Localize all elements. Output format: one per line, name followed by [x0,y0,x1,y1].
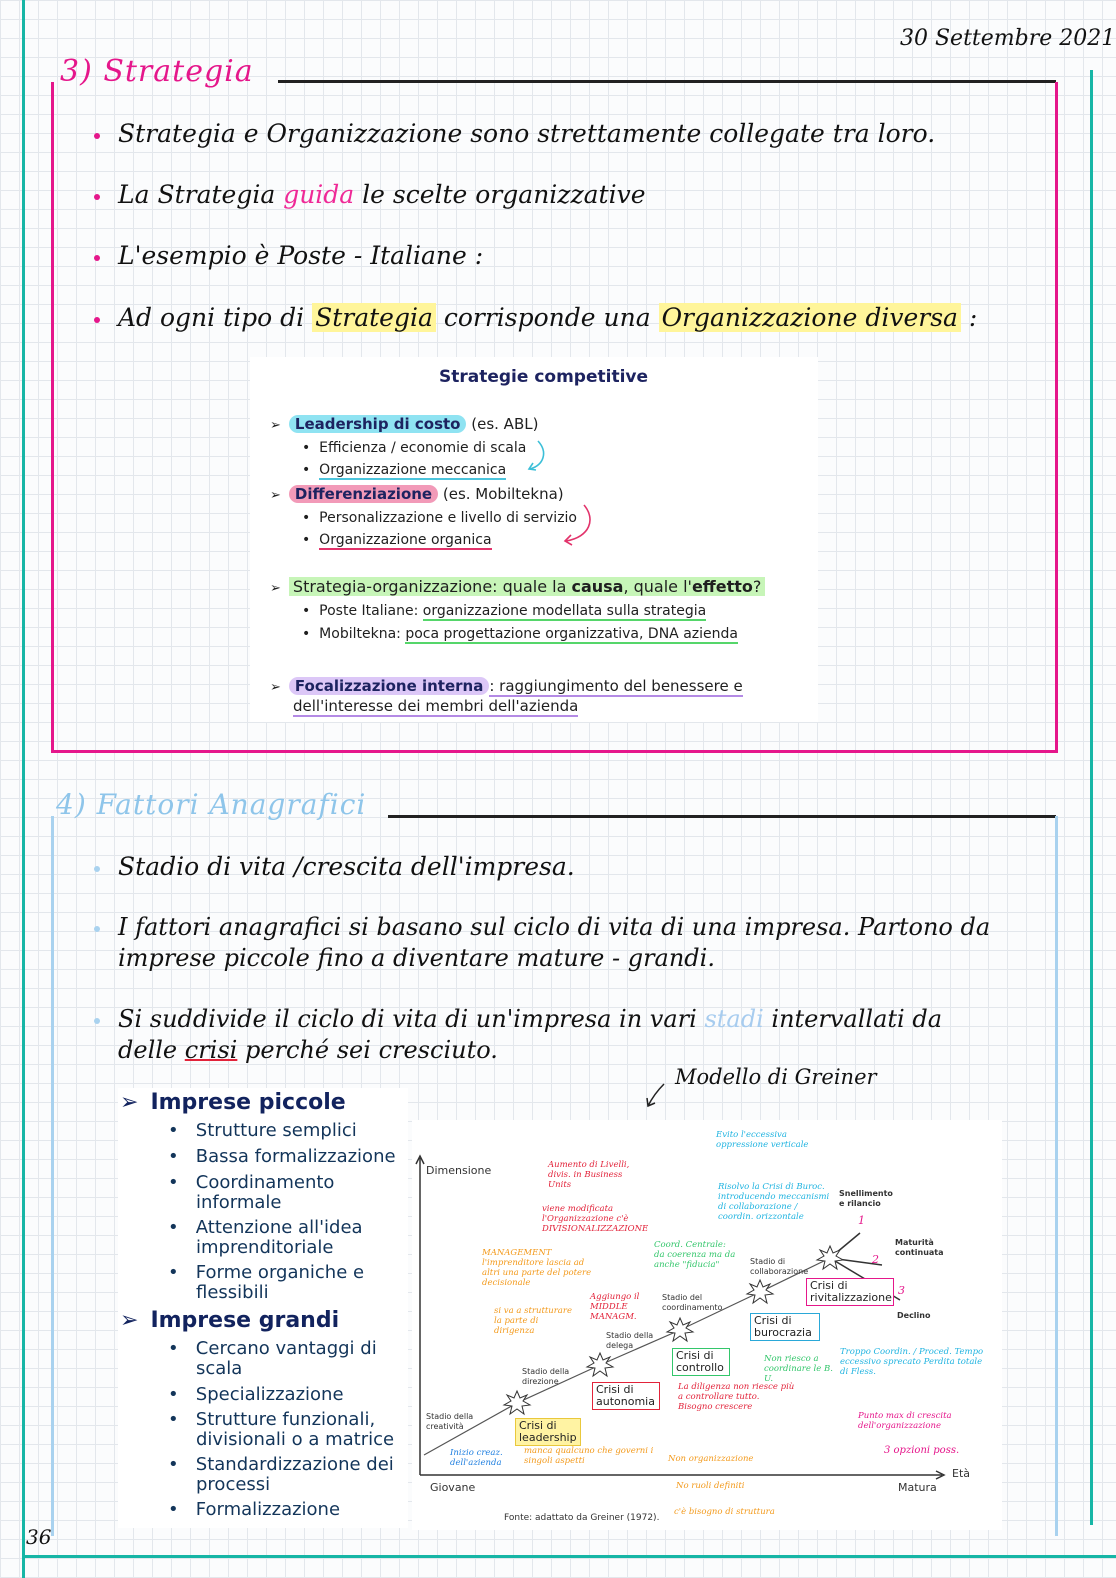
note-troppo: Troppo Coordin. / Proced. Tempo eccessivo sprecato Perdita totale di Fless. [840,1347,984,1377]
list-item: • Coordinamento [168,1172,335,1193]
note-non-riesco: Non riesco a coordinare le B. U. [764,1354,833,1384]
crisis-controllo: Crisi di controllo [672,1348,730,1376]
bottom-margin-line [22,1555,1116,1558]
outcome-number-2: 2 [872,1253,879,1266]
axis-x-left: Giovane [430,1481,476,1494]
s4-bullet-2: I fattori anagrafici si basano sul ciclo di vita di una impresa. Partono da [94,913,990,941]
slide-diff-1: • Personalizzazione e livello di servizio [302,510,577,526]
note-manca: manca qualcuno che governi i singoli aspetti [524,1446,654,1466]
list-item: • Standardizzazione dei [168,1454,394,1475]
note-management: MANAGEMENT l'imprenditore lascia ad altri una parte del potere decisionale [482,1248,592,1288]
axis-y-label: Dimensione [426,1164,492,1177]
star-autonomia [587,1353,613,1376]
imprese-list [118,1088,408,1528]
note-evito: Evito l'eccessiva oppressione verticale [716,1130,809,1150]
page-number: 36 [26,1525,52,1549]
list-item: • Forme organiche e [168,1262,365,1283]
crisis-leadership: Crisi di leadership [515,1418,581,1446]
outcome-maturita: Maturità continuata [895,1238,944,1257]
list-item: • Formalizzazione [168,1499,341,1520]
crisis-rivitalizzazione: Crisi di rivitalizzazione [806,1278,894,1306]
imprese-piccole-heading: ➢ Imprese piccole [120,1090,346,1115]
stage-collaborazione: Stadio di collaborazione [750,1257,809,1276]
slide-focalizzazione-2: dell'interesse dei membri dell'azienda [293,697,579,715]
s4-bullet-1: Stadio di vita /crescita dell'impresa. [94,852,575,881]
section-4-title: 4) Fattori Anagrafici [56,788,367,821]
slide-poste: • Poste Italiane: organizzazione modellata sulla strategia [302,603,707,619]
star-burocrazia [747,1280,773,1303]
outcome-declino: Declino [897,1311,931,1320]
diagram-source: Fonte: adattato da Greiner (1972). [504,1513,660,1523]
note-opzioni: 3 opzioni poss. [884,1445,960,1456]
slide-leadership: ➢ Leadership di costo (es. ABL) [270,415,539,433]
outcome-number-3: 3 [898,1284,905,1297]
left-margin-line [22,0,25,1578]
note-diligenza: La diligenza non riesce più a controllare tutto. Bisogno crescere [678,1382,795,1412]
s4-bullet-3: Si suddivide il ciclo di vita di un'impresa in vari stadi intervallati da [94,1005,942,1033]
note-bisogno: c'è bisogno di struttura [674,1507,775,1517]
note-non-org: Non organizzazione [668,1454,754,1464]
note-aggiungo: Aggiungo il MIDDLE MANAGM. [590,1292,640,1322]
list-item: divisionali o a matrice [196,1429,395,1450]
list-item: scala [196,1358,243,1379]
list-item: processi [196,1474,271,1495]
slide-strategia-organizzazione: ➢ Strategia-organizzazione: quale la causa, quale l'effetto? [270,577,765,596]
note-no-ruoli: No ruoli definiti [676,1481,745,1491]
s3-bullet-1: Strategia e Organizzazione sono strettamente collegate tra loro. [94,119,935,148]
s3-bullet-4: Ad ogni tipo di Strategia corrisponde una Organizzazione diversa : [94,303,977,332]
strategie-slide [250,357,818,722]
slide-arrows [250,357,818,722]
list-item: • Cercano vantaggi di [168,1338,377,1359]
outcome-snellimento: Snellimento e rilancio [839,1189,893,1208]
greiner-label-arrow [642,1082,672,1110]
slide-focalizzazione: ➢ Focalizzazione interna : raggiungimento del benessere e [270,677,743,695]
s3-bullet-3: L'esempio è Poste - Italiane : [94,241,483,270]
slide-leadership-1: • Efficienza / economie di scala [302,440,527,456]
list-item: flessibili [196,1282,269,1303]
section-3-title: 3) Strategia [60,54,254,89]
s3-bullet-2: La Strategia guida le scelte organizzative [94,180,646,209]
star-controllo [667,1318,693,1341]
outcome-number-1: 1 [858,1214,865,1227]
list-item: • Bassa formalizzazione [168,1146,396,1167]
axis-x-label: Età [952,1467,971,1480]
list-item: • Strutture funzionali, [168,1409,376,1430]
note-aumento: Aumento di Livelli, divis. in Business Units [548,1160,630,1190]
note-coord-centrale: Coord. Centrale: da coerenza ma da anche "fiducia" [654,1240,736,1270]
note-risolvo: Risolvo la Crisi di Buroc. introducendo meccanismi di collaborazione / coordin. orizzontale [718,1182,830,1222]
list-item: • Attenzione all'idea [168,1217,363,1238]
note-inizio: Inizio creaz. dell'azienda [450,1448,503,1468]
crisis-autonomia: Crisi di autonomia [592,1382,660,1410]
stage-creativita: Stadio della creatività [426,1412,474,1431]
greiner-label: Modello di Greiner [675,1065,877,1089]
slide-differenziazione: ➢ Differenziazione (es. Mobiltekna) [270,485,564,503]
list-item: • Strutture semplici [168,1120,357,1141]
greiner-diagram [412,1120,1002,1530]
slide-title: Strategie competitive [439,367,649,387]
crisis-burocrazia: Crisi di burocrazia [750,1313,820,1341]
stage-delega: Stadio della delega [606,1331,654,1350]
s4-bullet-2-line2: imprese piccole fino a diventare mature - grandi. [118,944,715,972]
slide-diff-2: • Organizzazione organica [302,532,492,548]
page-date: 30 Settembre 2021 [900,26,1116,51]
imprese-grandi-heading: ➢ Imprese grandi [120,1308,340,1333]
note-punto-max: Punto max di crescita dell'organizzazione [858,1411,952,1431]
slide-leadership-2: • Organizzazione meccanica [302,462,507,478]
right-margin-line [1090,70,1093,1525]
stage-coordinamento: Stadio del coordinamento [662,1293,723,1312]
star-leadership [504,1391,530,1414]
note-si-va: si va a strutturare la parte di dirigenza [494,1306,572,1336]
axis-x-right: Matura [898,1481,937,1494]
list-item: imprenditoriale [196,1237,334,1258]
note-viene-modificata: viene modificata l'Organizzazione c'è DIVISIONALIZZAZIONE [542,1204,649,1234]
slide-mobiltekna: • Mobiltekna: poca progettazione organizzativa, DNA azienda [302,626,738,642]
s4-bullet-3-line2: delle crisi perché sei cresciuto. [118,1036,498,1064]
list-item: informale [196,1192,282,1213]
stage-direzione: Stadio della direzione [522,1367,570,1386]
list-item: • Specializzazione [168,1384,344,1405]
